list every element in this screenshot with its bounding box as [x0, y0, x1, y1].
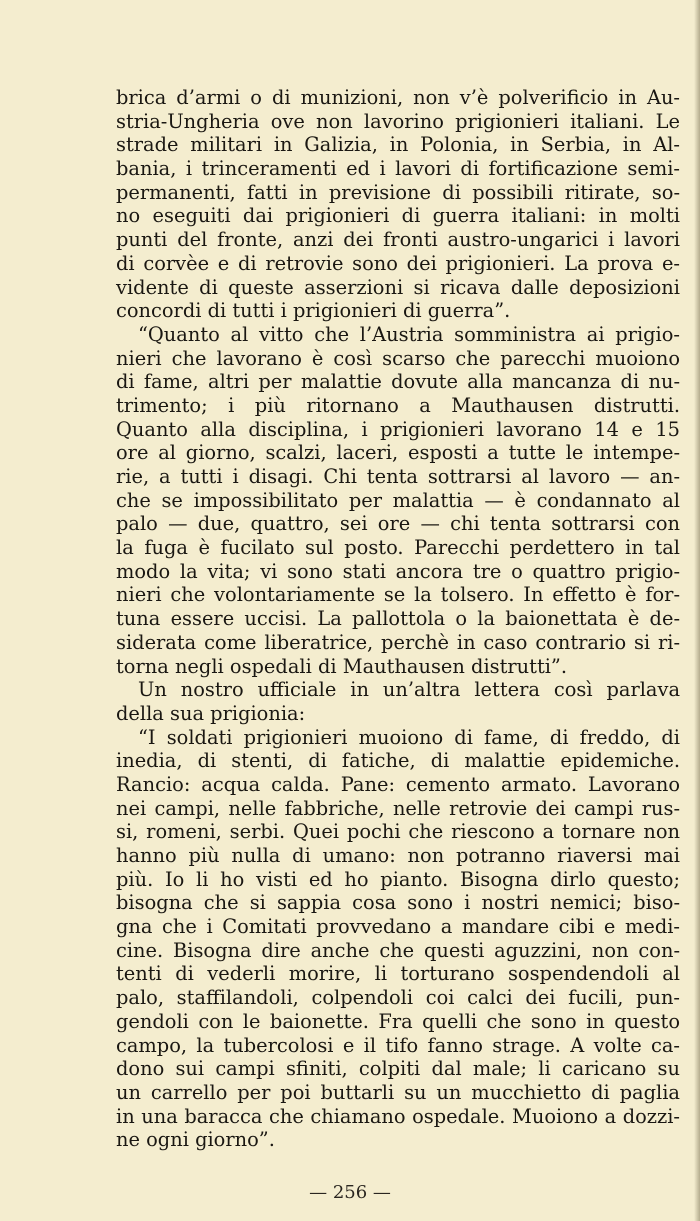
text-line: ore al giorno, scalzi, laceri, esposti a tutte le intempe- — [116, 441, 680, 465]
page-body — [116, 86, 680, 1152]
text-line: dono sui campi sfiniti, colpiti dal male; li caricano su — [116, 1057, 680, 1081]
text-line: nieri che volontariamente se la tolsero. In effetto è for- — [116, 583, 680, 607]
text-line: gendoli con le baionette. Fra quelli che sono in questo — [116, 1009, 680, 1033]
text-line: punti del fronte, anzi dei fronti austro-ungarici i lavori — [116, 228, 680, 252]
text-line: hanno più nulla di umano: non potranno riaversi mai — [116, 844, 680, 867]
text-line: brica d’armi o di munizioni, non v’è polverificio in Au- — [116, 86, 680, 109]
paragraph-first-line: Un nostro ufficiale in un’altra lettera così parlava — [138, 678, 680, 702]
text-line: tenti di vederli morire, li torturano sospendendoli al — [116, 962, 680, 986]
paragraph-end-line: della sua prigionia: — [116, 701, 306, 725]
text-line: siderata come liberatrice, perchè in caso contrario si ri- — [116, 630, 680, 654]
paragraph-first-line: “Quanto al vitto che l’Austria somministra ai prigio- — [138, 322, 680, 346]
text-line: gna che i Comitati provvedano a mandare cibi e medi- — [116, 915, 680, 939]
text-line: di fame, altri per malattie dovute alla mancanza di nu- — [116, 370, 680, 394]
text-line: no eseguiti dai prigionieri di guerra italiani: in molti — [116, 204, 680, 228]
text-line: che se impossibilitato per malattia — è condannato al — [116, 488, 680, 512]
text-line: in una baracca che chiamano ospedale. Muoiono a dozzi- — [116, 1104, 680, 1128]
text-line: palo, staffilandoli, colpendoli coi calci dei fucili, pun- — [116, 986, 680, 1010]
text-line: rie, a tutti i disagi. Chi tenta sottrarsi al lavoro — an- — [116, 465, 680, 488]
text-line: bisogna che si sappia cosa sono i nostri nemici; biso- — [116, 891, 680, 915]
page-edge-shadow — [694, 0, 700, 1221]
text-line: nieri che lavorano è così scarso che parecchi muoiono — [116, 346, 680, 370]
text-line: cine. Bisogna dire anche che questi aguzzini, non con- — [116, 938, 680, 962]
text-line: la fuga è fucilato sul posto. Parecchi perdettero in tal — [116, 536, 680, 560]
text-line: Quanto alla disciplina, i prigionieri lavorano 14 e 15 — [116, 417, 680, 441]
paragraph-end-line: ne ogni giorno”. — [116, 1128, 275, 1152]
paragraph-end-line: torna negli ospedali di Mauthausen distrutti”. — [116, 654, 568, 678]
text-line: vidente di queste asserzioni si ricava dalle deposizioni — [116, 275, 680, 299]
text-line: un carrello per poi buttarli su un mucchietto di paglia — [116, 1080, 680, 1104]
text-line: strade militari in Galizia, in Polonia, in Serbia, in Al- — [116, 133, 680, 157]
page-number: — 256 — — [309, 1182, 391, 1203]
text-line: si, romeni, serbi. Quei pochi che riescono a tornare non — [116, 820, 680, 844]
text-line: trimento; i più ritornano a Mauthausen distrutti. — [116, 393, 680, 417]
text-line: campo, la tubercolosi e il tifo fanno strage. A volte ca- — [116, 1033, 680, 1057]
text-line: stria-Ungheria ove non lavorino prigionieri italiani. Le — [116, 109, 680, 133]
paragraph-first-line: “I soldati prigionieri muoiono di fame, di freddo, di — [138, 725, 680, 749]
text-line: inedia, di stenti, di fatiche, di malattie epidemiche. — [116, 749, 680, 773]
text-line: tuna essere uccisi. La pallottola o la baionettata è de- — [116, 607, 680, 631]
paragraph-end-line: concordi di tutti i prigionieri di guerra”. — [116, 299, 511, 323]
text-line: di corvèe e di retrovie sono dei prigionieri. La prova e- — [116, 251, 680, 275]
text-line: modo la vita; vi sono stati ancora tre o quattro prigio- — [116, 559, 680, 583]
text-line: palo — due, quattro, sei ore — chi tenta sottrarsi con — [116, 512, 680, 536]
text-line: nei campi, nelle fabbriche, nelle retrovie dei campi rus- — [116, 796, 680, 820]
text-line: bania, i trinceramenti ed i lavori di fortificazione semi- — [116, 157, 680, 181]
text-line: permanenti, fatti in previsione di possibili ritirate, so- — [116, 180, 680, 204]
text-line: più. Io li ho visti ed ho pianto. Bisogna dirlo questo; — [116, 867, 680, 891]
text-line: Rancio: acqua calda. Pane: cemento armato. Lavorano — [116, 772, 680, 796]
